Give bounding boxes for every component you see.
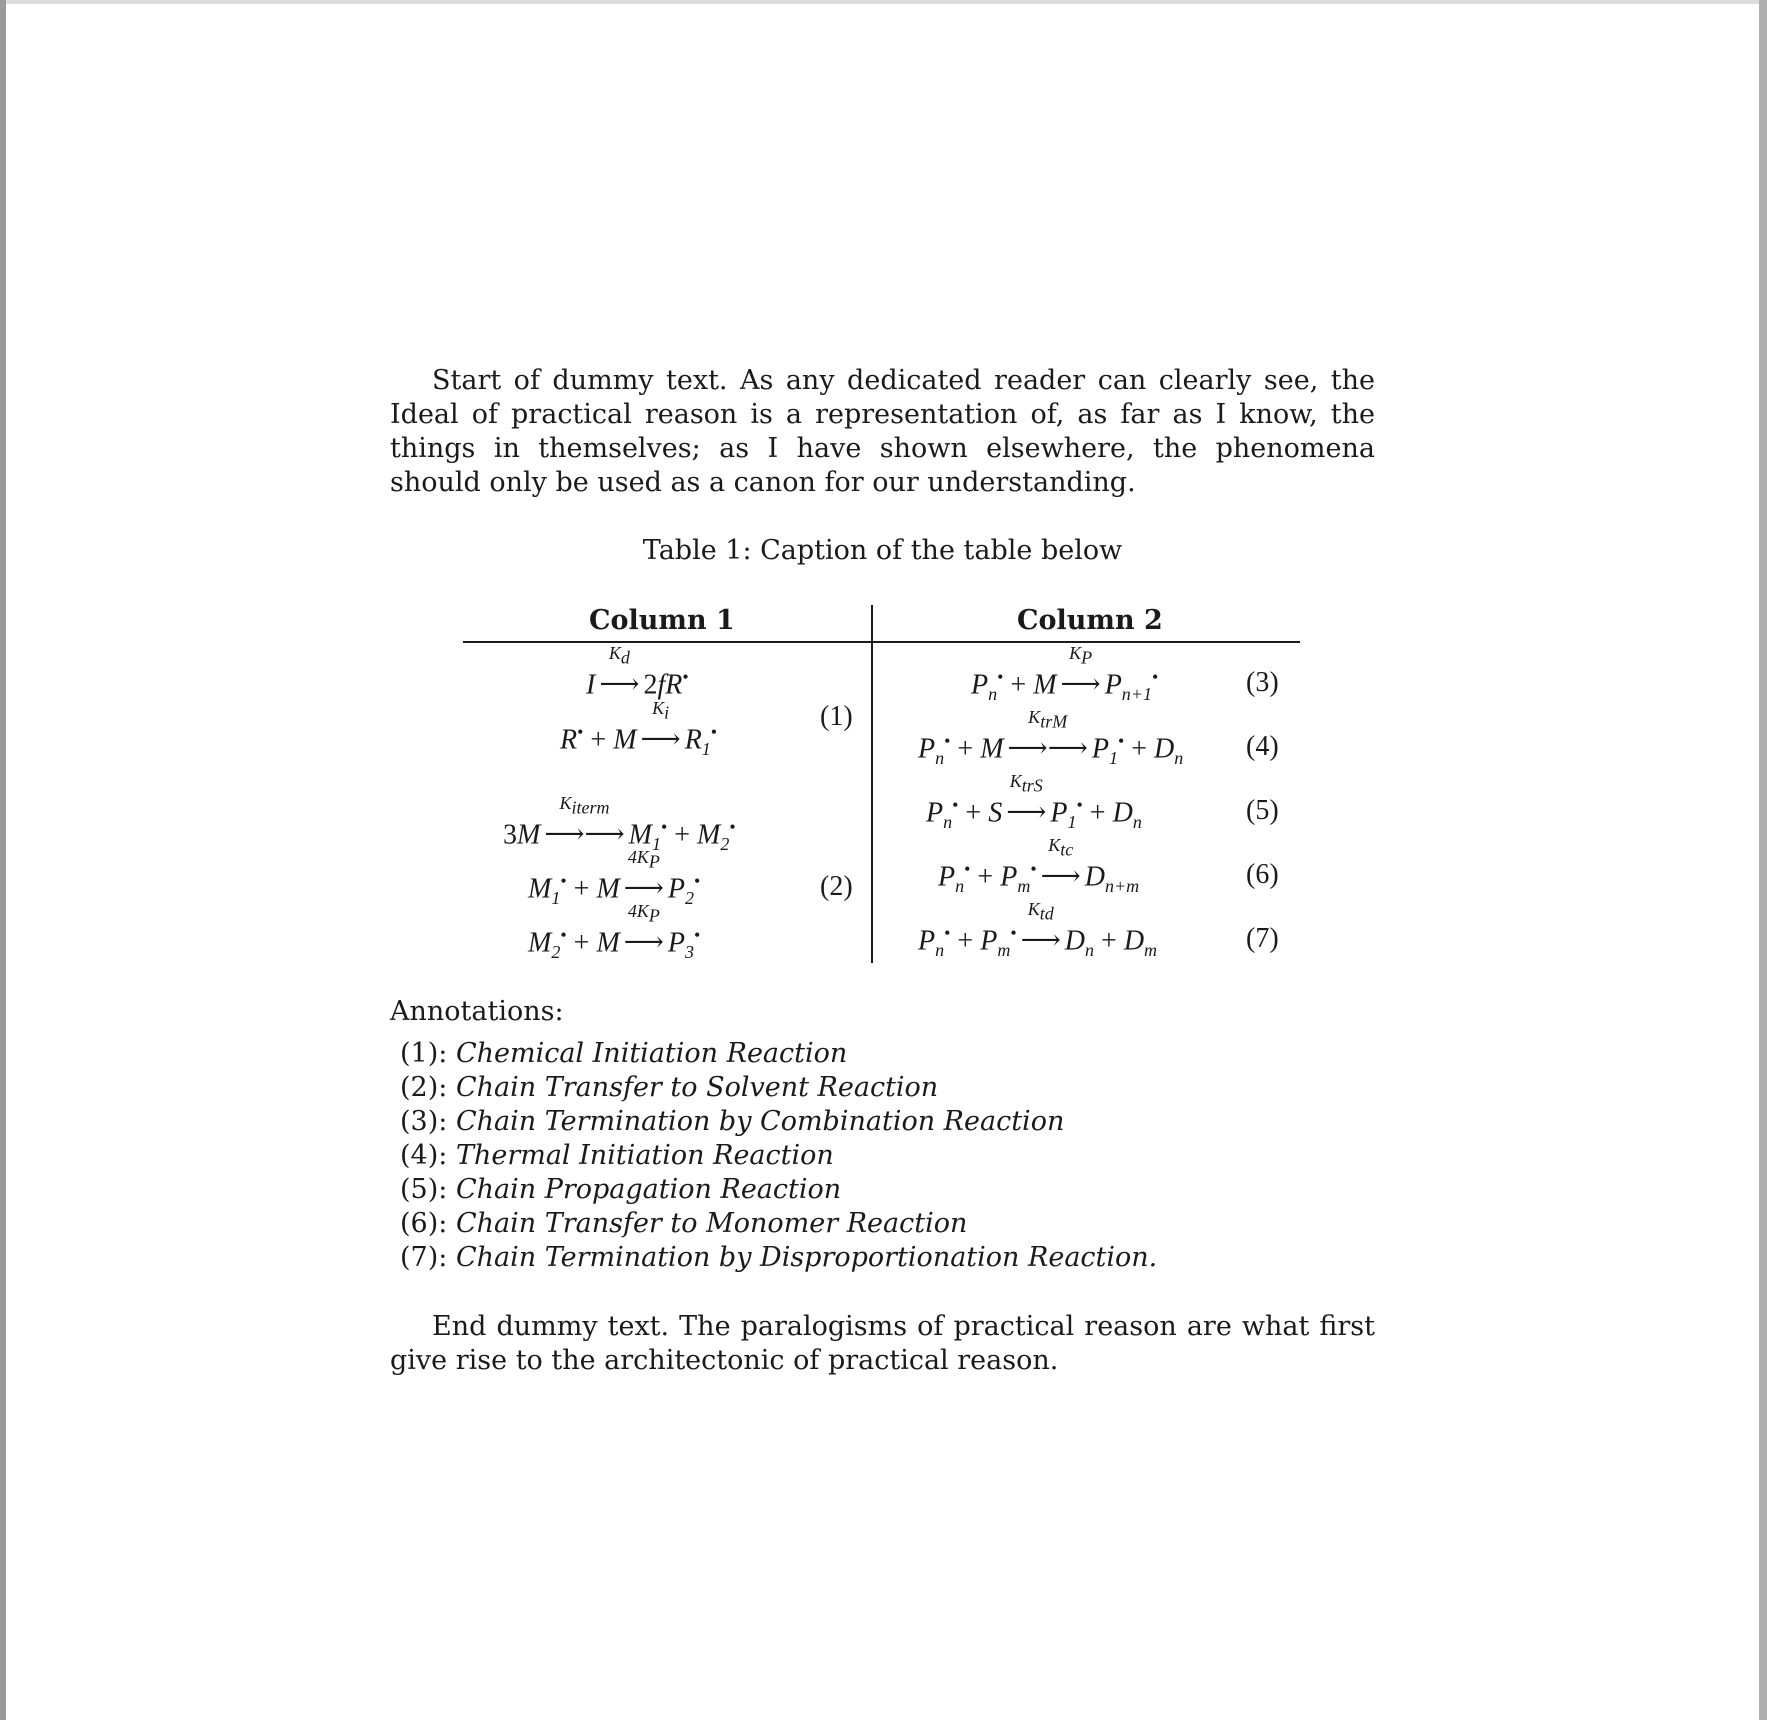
equation-m2-propagation: $M_2^• + M$ $4K_P$ ⟶ $P_3^•$: [528, 901, 701, 962]
annotation-text: Chain Termination by Disproportionation Reaction.: [455, 1242, 1158, 1273]
annotation-number: (7):: [400, 1242, 448, 1273]
annotation-number: (2):: [400, 1072, 448, 1103]
annotation-item: [400, 1241, 1157, 1275]
equation-group-1-number: (1): [820, 701, 853, 732]
annotations-list: [400, 1037, 1157, 1275]
equation-thermal-initiation: 3M $K_{iterm}$ ⟶⟶ $M_1^• + M_2^•$: [503, 793, 736, 854]
equation-chain-propagation: $P_n^• + M$ $K_P$ ⟶ $P_{n+1}^•$: [971, 643, 1159, 704]
equation-transfer-to-solvent: $P_n^• + S$ $K_{trS}$ ⟶ $P_1^• + D_n$: [926, 771, 1142, 832]
equation-number-4: (4): [1246, 731, 1279, 762]
annotation-number: (5):: [400, 1174, 448, 1205]
column-1-header: Column 1: [589, 605, 735, 636]
annotation-item: [400, 1207, 1157, 1241]
equation-initiator-decomposition: I $K_d$ ⟶ 2fR•: [586, 643, 689, 701]
annotation-item: [400, 1173, 1157, 1207]
equation-termination-disproportionation: $P_n^• + P_m^•$ $K_{td}$ ⟶ $D_n + D_m$: [918, 899, 1158, 960]
annotation-number: (4):: [400, 1140, 448, 1171]
table-caption: Table 1: Caption of the table below: [642, 535, 1123, 566]
page-left-border: [0, 0, 6, 1720]
equation-radical-initiation: R• + M $K_i$ ⟶ $R_1^•$: [560, 698, 718, 759]
equation-number-7: (7): [1246, 923, 1279, 954]
page-top-border: [0, 0, 1767, 4]
annotation-item: [400, 1037, 1157, 1071]
annotation-item: [400, 1071, 1157, 1105]
annotation-text: Chain Termination by Combination Reaction: [455, 1106, 1065, 1137]
annotation-item: [400, 1139, 1157, 1173]
column-separator: [871, 605, 873, 963]
intro-paragraph: Start of dummy text. As any dedicated reader can clearly see, the Ideal of practical reason is a representation of, as far as I know, the things in themselves; as I have shown elsewhere, the phenomena should only be used as a canon for our understanding.: [390, 365, 1375, 498]
equation-m1-propagation: $M_1^• + M$ $4K_P$ ⟶ $P_2^•$: [528, 847, 701, 908]
equation-transfer-to-monomer: $P_n^• + M$ $K_{trM}$ ⟶⟶ $P_1^• + D_n$: [918, 707, 1184, 768]
equation-group-2-number: (2): [820, 871, 853, 902]
annotation-number: (3):: [400, 1106, 448, 1137]
reaction-table: [463, 605, 1300, 963]
page-right-border: [1759, 0, 1767, 1720]
annotation-text: Chain Propagation Reaction: [455, 1174, 842, 1205]
column-2-header: Column 2: [1017, 605, 1163, 636]
equation-number-6: (6): [1246, 859, 1279, 890]
annotation-text: Chain Transfer to Solvent Reaction: [455, 1072, 939, 1103]
equation-number-5: (5): [1246, 795, 1279, 826]
equation-number-3: (3): [1246, 667, 1279, 698]
annotation-text: Chain Transfer to Monomer Reaction: [455, 1208, 968, 1239]
equation-termination-combination: $P_n^• + P_m^•$ $K_{tc}$ ⟶ $D_{n+m}$: [938, 835, 1140, 896]
closing-paragraph: End dummy text. The paralogisms of practical reason are what first give rise to the architectonic of practical reason.: [390, 1311, 1375, 1376]
annotation-text: Thermal Initiation Reaction: [455, 1140, 834, 1171]
annotation-item: [400, 1105, 1157, 1139]
annotation-number: (1):: [400, 1038, 448, 1069]
annotations-title: Annotations:: [390, 996, 564, 1027]
annotation-text: Chemical Initiation Reaction: [455, 1038, 848, 1069]
header-rule: [463, 641, 1300, 643]
annotation-number: (6):: [400, 1208, 448, 1239]
